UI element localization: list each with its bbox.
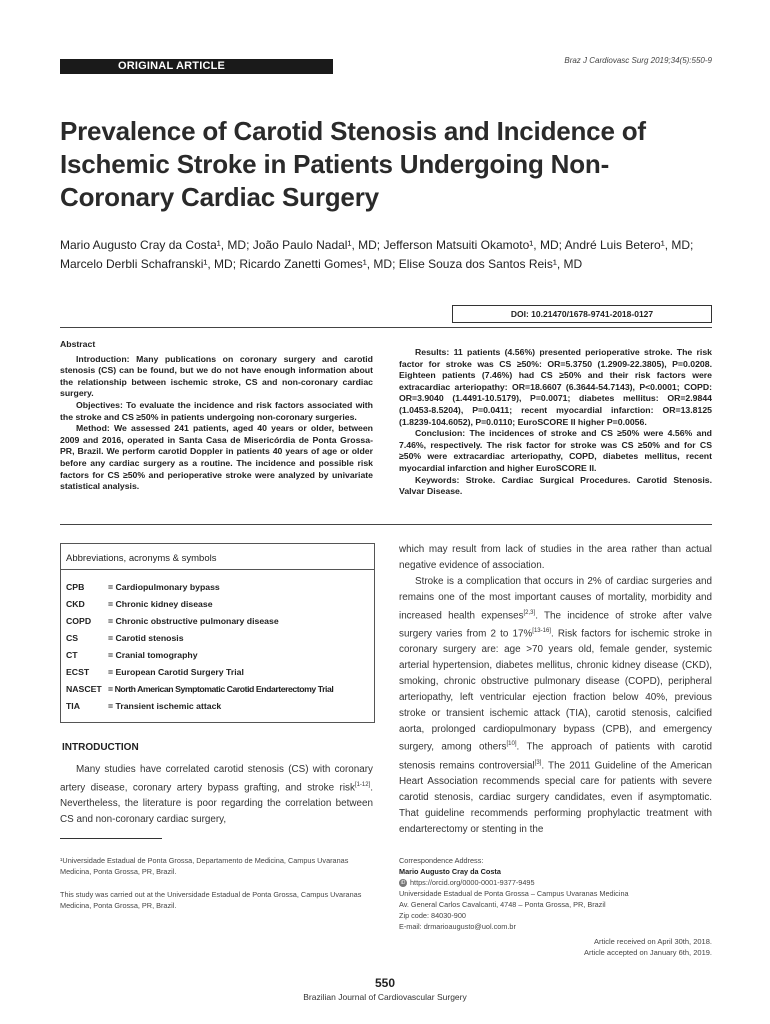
abstract-conclusion: Conclusion: The incidences of stroke and CS ≥50% were 4.56% and 7.46%, respectively. The risk factor for stroke was CS ≥50% and for CS ≥50% were extracardiac arteriopathy, COPD, diabetes mellitus, recent myocardial infarction and higher EuroSCORE II. [399,428,712,473]
abstract-objectives: Objectives: To evaluate the incidence and risk factors associated with the stroke and CS ≥50% in patients undergoing non-coronary surgeries. [60,399,373,422]
affiliation-footnote: ¹Universidade Estadual de Ponta Grossa, Departamento de Medicina, Campus Uvaranas Medicina, Ponta Grossa, PR, Brazil. [60,856,349,876]
article-title: Prevalence of Carotid Stenosis and Incidence of Ischemic Stroke in Patients Undergoing Non-Coronary Cardiac Surgery [60,116,646,212]
abstract-results: Results: 11 patients (4.56%) presented perioperative stroke. The risk factor for stroke was CS ≥50%: OR=5.3750 (1.2909-22.3805), P=0.0208. Eighteen patients (7.46%) had CS ≥50% and their risk factors were extracardiac arteriopathy: OR=18.6607 (6.3644-54.7143), P<0.0001; COPD: OR=3.9040 (1.4491-10.5179), P=0.0071; diabetes mellitus: OR=2.9844 (1.0453-8.5204), P=0.0411; recent myocardial infarction: OR=13.8125 (1.8239-104.6052), P=0.0110; EuroSCORE II higher P=0.0056. [399,347,712,427]
continued-paragraph: which may result from lack of studies in the area rather than actual negative evidence of association. [399,544,712,571]
article-type-label: ORIGINAL ARTICLE [118,60,226,72]
address-line-1: Universidade Estadual de Ponta Grossa – Campus Uvaranas Medicina [399,889,629,898]
correspondence-label: Correspondence Address: [399,856,484,865]
orcid-icon: iD [400,880,406,887]
orcid-link[interactable]: https://orcid.org/0000-0001-9377-9495 [410,878,535,887]
abstract-left-column [60,339,373,493]
abbreviation-row: CKD = Chronic kidney disease [66,599,213,609]
article-type-tag [60,59,333,74]
abbreviation-row: ECST = European Carotid Surgery Trial [66,667,244,677]
accepted-date: Article accepted on January 6th, 2019. [584,948,712,957]
abstract-keywords: Keywords: Stroke. Cardiac Surgical Procedures. Carotid Stenosis. Valvar Disease. [399,474,712,497]
introduction-right-text [399,542,712,838]
abbreviation-row: COPD = Chronic obstructive pulmonary disease [66,616,279,626]
orcid-line[interactable] [399,877,712,888]
introduction-heading: INTRODUCTION [62,742,139,753]
journal-name: Brazilian Journal of Cardiovascular Surgery [303,992,467,1002]
abbreviation-row: CPB = Cardiopulmonary bypass [66,582,220,592]
correspondence-name: Mario Augusto Cray da Costa [399,867,501,876]
introduction-left-text [60,762,373,828]
abbreviation-row: NASCET = North American Symptomatic Carotid Endarterectomy Trial [66,684,334,694]
received-date: Article received on April 30th, 2018. [594,937,712,946]
abbreviation-row: CS = Carotid stenosis [66,633,184,643]
address-line-2: Av. General Carlos Cavalcanti, 4748 – Ponta Grossa, PR, Brazil [399,900,606,909]
abstract-heading: Abstract [60,339,96,349]
correspondence-block [399,855,712,932]
address-zip: Zip code: 84030-900 [399,911,466,920]
abbreviation-row: CT = Cranial tomography [66,650,198,660]
abbreviation-row: TIA = Transient ischemic attack [66,701,222,711]
introduction-paragraph: Many studies have correlated carotid stenosis (CS) with coronary artery disease, coronary artery bypass grafting, and stroke risk[1-12]. Nevertheless, the literature is poor regarding the correlation between CS and non-coronary cardiac surgery, [60,764,373,826]
abbreviations-divider [61,569,374,570]
doi-link[interactable]: DOI: 10.21470/1678-9741-2018-0127 [452,305,712,323]
page-number: 550 [374,976,396,990]
citation: Braz J Cardiovasc Surg 2019;34(5):550-9 [564,56,712,65]
study-location-footnote: This study was carried out at the Universidade Estadual de Ponta Grossa, Campus Uvaranas Medicina, Ponta Grossa, PR, Brazil. [60,890,362,910]
abbreviations-heading: Abbreviations, acronyms & symbols [66,553,217,564]
correspondence-email[interactable]: E-mail: drmarioaugusto@uol.com.br [399,922,516,931]
abstract-bottom-divider [60,524,712,525]
abbreviations-box [60,543,375,723]
abstract-top-divider [60,327,712,328]
abstract-right-column [399,347,712,498]
abstract-method: Method: We assessed 241 patients, aged 40 years or older, between 2009 and 2016, operated in Santa Casa de Misericórdia de Ponta Grossa-PR, Brazil. We perform carotid Doppler in patients 40 years of age or older before any cardiac surgery as a routine. The incidence and possible risk factors for CS ≥50% and perioperative stroke were analyzed by univariate statistical analysis. [60,423,373,492]
abstract-introduction: Introduction: Many publications on coronary surgery and carotid stenosis (CS) can be found, but we do not have enough information about the relationship between ischemic stroke, CS and non-coronary cardiac surgery. [60,353,373,399]
author-list: Mario Augusto Cray da Costa¹, MD; João Paulo Nadal¹, MD; Jefferson Matsuiti Okamoto¹, MD; André Luis Betero¹, MD; Marcelo Derbli Schafranski¹, MD; Ricardo Zanetti Gomes¹, MD; Elise Souza dos Santos Reis¹, MD [60,238,694,271]
article-dates [584,936,712,958]
footnote-divider [60,838,162,839]
stroke-paragraph: Stroke is a complication that occurs in 2% of cardiac surgeries and remains one of the most important causes of mortality, morbidity and increased health expenses[2,3]. The incidence of stroke after valve surgery varies from 2 to 17%[13-16]. Risk factors for ischemic stroke in coronary surgery are: age >70 years old, female gender, systemic arterial hypertension, diabetes mellitus, chronic kidney disease (CKD), smoking, chronic obstructive pulmonary disease (COPD), peripheral arteriopathy, left ventricular ejection fraction below 40%, previous stroke or transient ischemic attack (TIA), carotid stenosis, calcified aorta, prolonged cardiopulmonary bypass (CPB), and emergency surgery, among others[10]. The approach of patients with carotid stenosis remains controversial[3]. The 2011 Guideline of the American Heart Association recommends special care for patients with severe carotid stenosis, cardiac surgery candidates, even if asymptomatic. That guideline recommends performing prophylactic treatment with endarterectomy or stenting in the [399,575,712,835]
